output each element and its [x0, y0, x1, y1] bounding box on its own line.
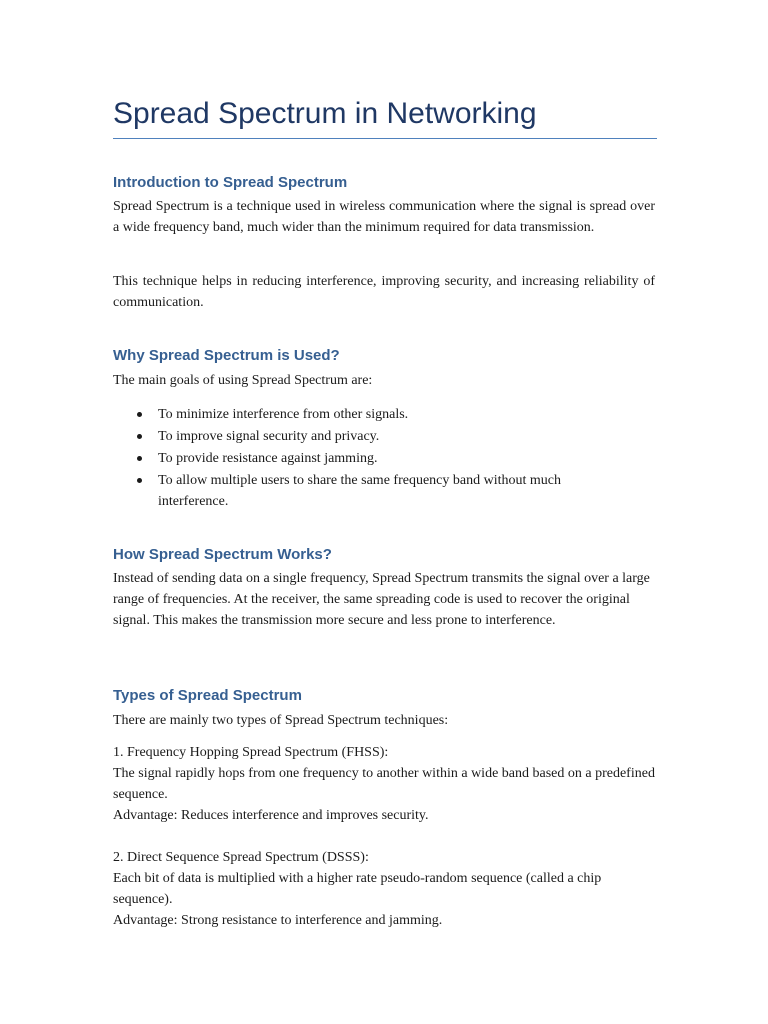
why-lead-text: The main goals of using Spread Spectrum are: [113, 373, 373, 388]
title-underline [113, 138, 657, 139]
types-lead-text: There are mainly two types of Spread Spectrum techniques: [113, 713, 449, 728]
list-item [113, 404, 655, 425]
page-title: Spread Spectrum in Networking [113, 97, 537, 130]
bullet-icon [137, 456, 142, 461]
bullet-text: To improve signal security and privacy. [158, 429, 380, 444]
intro-paragraph-2: This technique helps in reducing interference, improving security, and increasing reliability of communication. [113, 274, 655, 310]
bullet-icon [137, 478, 142, 483]
dsss-description: Each bit of data is multiplied with a higher rate pseudo-random sequence (called a chip sequence). [113, 871, 602, 907]
section-heading-types: Types of Spread Spectrum [113, 687, 302, 704]
dsss-title: 2. Direct Sequence Spread Spectrum (DSSS): [113, 850, 369, 865]
fhss-title: 1. Frequency Hopping Spread Spectrum (FHSS): [113, 745, 389, 760]
how-paragraph: Instead of sending data on a single frequency, Spread Spectrum transmits the signal over a large range of frequencies. At the receiver, the same spreading code is used to recover the original signal. This makes the transmission more secure and less prone to interference. [113, 571, 650, 628]
bullet-icon [137, 412, 142, 417]
bullet-text: To allow multiple users to share the same frequency band without much interference. [158, 473, 561, 509]
list-item [113, 470, 600, 512]
list-item [113, 448, 655, 469]
why-bullet-list [113, 404, 655, 513]
bullet-text: To minimize interference from other signals. [158, 407, 409, 422]
section-heading-why: Why Spread Spectrum is Used? [113, 347, 340, 364]
section-heading-how: How Spread Spectrum Works? [113, 546, 332, 563]
bullet-icon [137, 434, 142, 439]
intro-paragraph-1: Spread Spectrum is a technique used in wireless communication where the signal is spread over a wide frequency band, much wider than the minimum required for data transmission. [113, 199, 655, 235]
fhss-description: The signal rapidly hops from one frequency to another within a wide band based on a predefined sequence. [113, 766, 655, 802]
section-heading-introduction: Introduction to Spread Spectrum [113, 174, 348, 191]
list-item [113, 426, 655, 447]
fhss-advantage: Advantage: Reduces interference and improves security. [113, 808, 429, 823]
dsss-advantage: Advantage: Strong resistance to interference and jamming. [113, 913, 443, 928]
bullet-text: To provide resistance against jamming. [158, 451, 378, 466]
